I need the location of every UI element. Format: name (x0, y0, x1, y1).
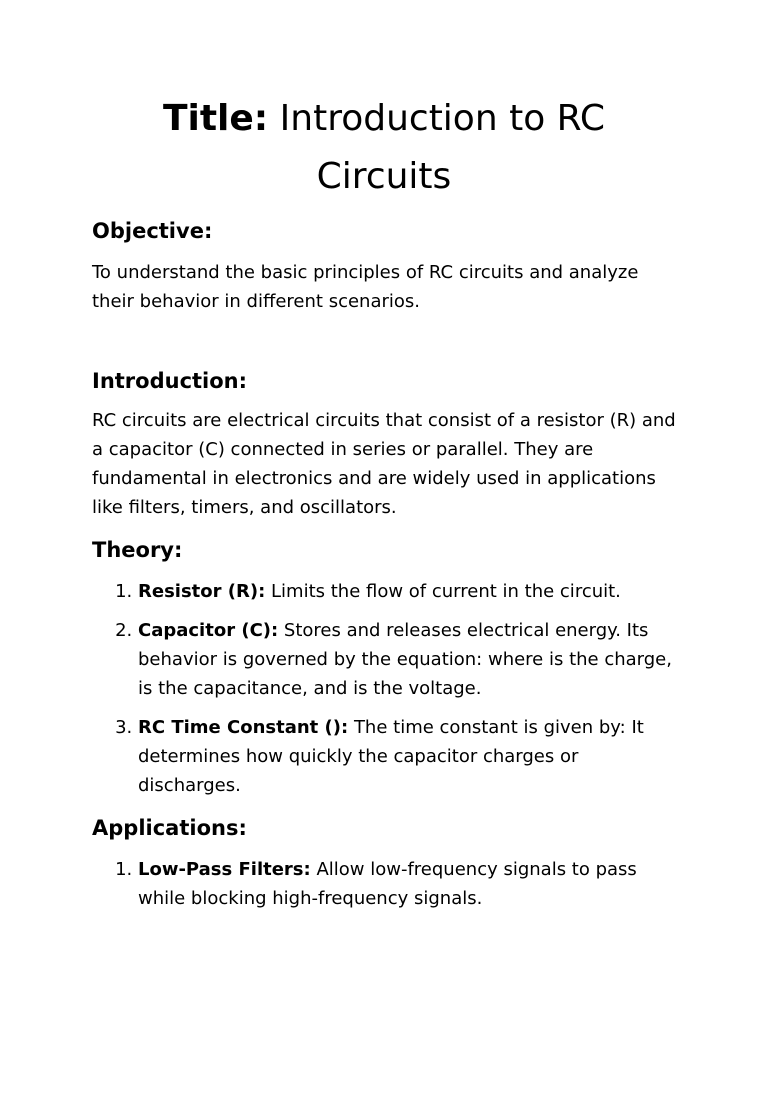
theory-term: Resistor (R): (138, 581, 266, 602)
applications-list (92, 855, 676, 913)
document-title (92, 90, 676, 206)
application-description: Allow low-frequency signals to pass while blocking high-frequency signals. (138, 859, 637, 909)
applications-heading: Applications: (92, 816, 247, 840)
introduction-text: RC circuits are electrical circuits that consist of a resistor (R) and a capacitor (C) connected in series or parallel. They are fundamental in electronics and are widely used in applications like filters, timers, and oscillators. (92, 410, 676, 518)
introduction-heading: Introduction: (92, 369, 248, 393)
theory-term: Capacitor (C): (138, 620, 279, 641)
objective-heading: Objective: (92, 219, 213, 243)
theory-item-capacitor (138, 616, 676, 703)
theory-list (92, 577, 676, 800)
document-page (0, 90, 768, 1114)
theory-item-resistor (138, 577, 676, 606)
application-item-low-pass (138, 855, 676, 913)
theory-heading: Theory: (92, 538, 183, 562)
theory-term: RC Time Constant (): (138, 717, 349, 738)
title-label: Title: (162, 98, 269, 139)
objective-text: To understand the basic principles of RC circuits and analyze their behavior in different scenarios. (92, 262, 639, 312)
title-text: Introduction to RC Circuits (268, 98, 606, 197)
theory-description: The time constant is given by: It determines how quickly the capacitor charges or discharges. (138, 717, 644, 796)
theory-item-time-constant (138, 713, 676, 800)
theory-description: Stores and releases electrical energy. Its behavior is governed by the equation: where is the charge, is the capacitance, and is the voltage. (138, 620, 672, 699)
theory-description: Limits the flow of current in the circuit. (265, 581, 621, 602)
application-term: Low-Pass Filters: (138, 859, 311, 880)
